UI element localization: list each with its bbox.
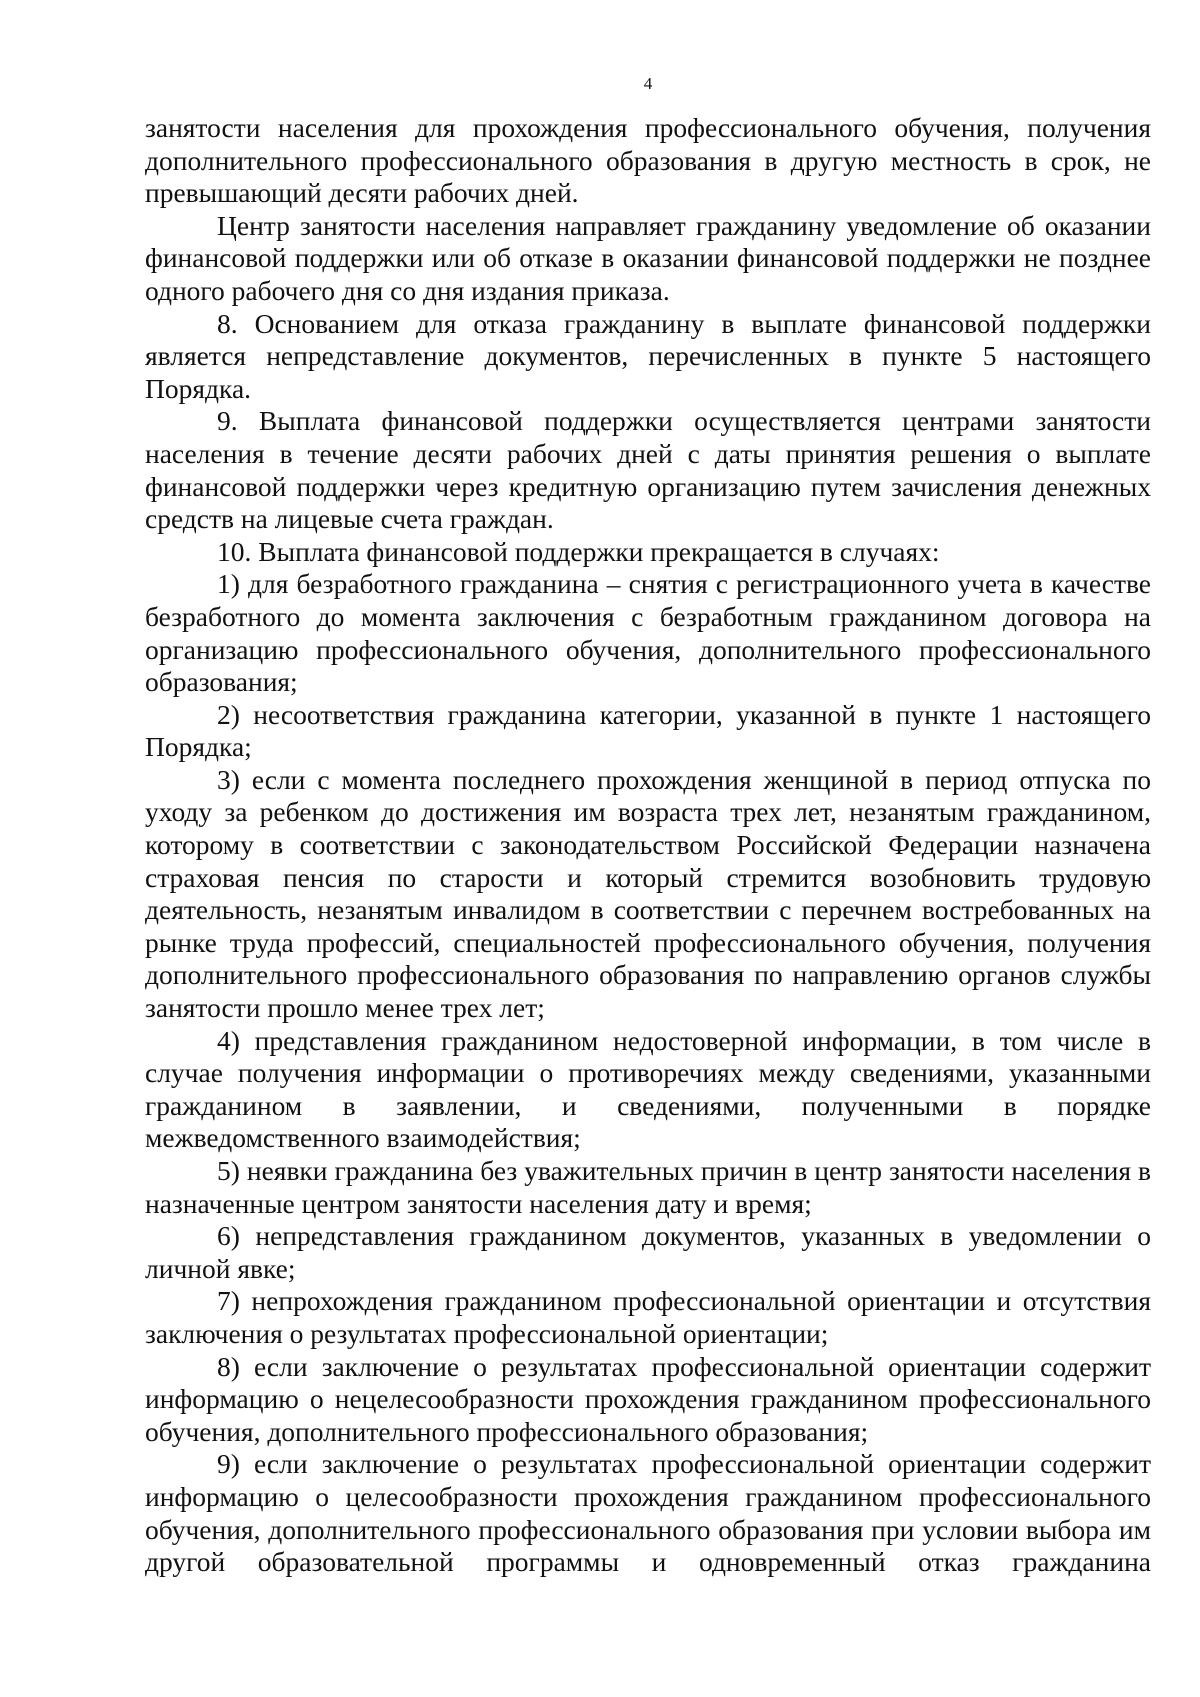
page-number: 4 (643, 74, 653, 93)
paragraph-subitem-8: 8) если заключение о результатах профессиональной ориентации содержит информацию о нецелесообразности прохождения гражданином профессионального обучения, дополнительного профессионального образования; (145, 1350, 1151, 1447)
document-page (145, 60, 1151, 1579)
paragraph-item-10: 10. Выплата финансовой поддержки прекращается в случаях: (217, 535, 940, 567)
paragraph-subitem-5: 5) неявки гражданина без уважительных причин в центр занятости населения в назначенные центром занятости населения дату и время; (145, 1155, 1151, 1219)
paragraph-continuation: занятости населения для прохождения профессионального обучения, получения дополнительного профессионального образования в другую местность в срок, не превышающий десяти рабочих дней. (145, 112, 1151, 209)
paragraph-subitem-1: 1) для безработного гражданина – снятия с регистрационного учета в качестве безработного до момента заключения с безработным гражданином договора на организацию профессионального обучения, дополнительного профессионального образования; (145, 568, 1151, 698)
paragraph-subitem-7: 7) непрохождения гражданином профессиональной ориентации и отсутствия заключения о результатах профессиональной ориентации; (145, 1285, 1151, 1349)
paragraph-subitem-9: 9) если заключение о результатах профессиональной ориентации содержит информацию о целесообразности прохождения гражданином профессионального обучения, дополнительного профессионального образования при условии выбора им другой образовательной программы и одновременный отказ гражданина (145, 1448, 1151, 1578)
paragraph-notification: Центр занятости населения направляет гражданину уведомление об оказании финансовой поддержки или об отказе в оказании финансовой поддержки не позднее одного рабочего дня со дня издания приказа. (145, 209, 1151, 306)
paragraph-subitem-6: 6) непредставления гражданином документов, указанных в уведомлении о личной явке; (145, 1220, 1151, 1284)
paragraph-subitem-2: 2) несоответствия гражданина категории, указанной в пункте 1 настоящего Порядка; (145, 698, 1151, 763)
paragraph-subitem-3: 3) если с момента последнего прохождения женщиной в период отпуска по уходу за ребенком до достижения им возраста трех лет, незанятым гражданином, которому в соответствии с законодательством Российской Федерации назначена страховая пенсия по старости и который стремится возобновить трудовую деятельность, незанятым инвалидом в соответствии с перечнем востребованных на рынке труда профессий, специальностей профессионального обучения, получения дополнительного профессионального образования по направлению органов службы занятости прошло менее трех лет; (145, 763, 1151, 1024)
paragraph-item-9: 9. Выплата финансовой поддержки осуществляется центрами занятости населения в течение десяти рабочих дней с даты принятия решения о выплате финансовой поддержки через кредитную организацию путем зачисления денежных средств на лицевые счета граждан. (145, 405, 1151, 535)
paragraph-subitem-4: 4) представления гражданином недостоверной информации, в том числе в случае получения информации о противоречиях между сведениями, указанными гражданином в заявлении, и сведениями, полученными в порядке межведомственного взаимодействия; (145, 1024, 1151, 1154)
paragraph-item-8: 8. Основанием для отказа гражданину в выплате финансовой поддержки является непредставление документов, перечисленных в пункте 5 настоящего Порядка. (145, 307, 1151, 404)
